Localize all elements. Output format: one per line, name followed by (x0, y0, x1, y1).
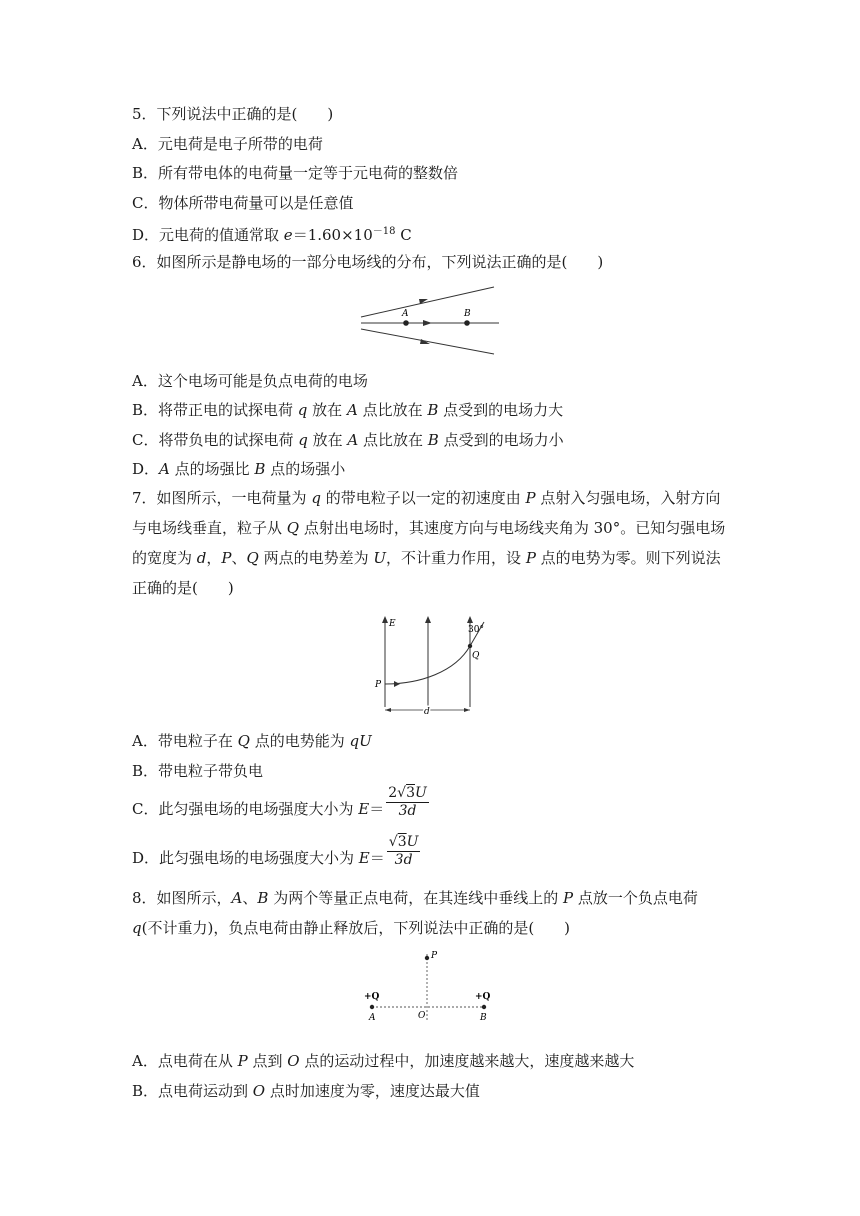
svg-text:+Q: +Q (364, 992, 380, 1002)
svg-text:E: E (389, 619, 396, 629)
q5-option-d: D．元电荷的值通常取 $e=1.60\times 10^{-18}$ C (132, 226, 412, 244)
charge-b-dot (482, 1005, 486, 1009)
q7-d-fraction: $\frac{√3U}{3d}$ (388, 833, 419, 868)
q5-option-b: B．所有带电体的电荷量一定等于元电荷的整数倍 (132, 164, 459, 182)
q7-option-c: C．此匀强电场的电场强度大小为 E＝ $\frac{2√3U}{3d}$ (132, 784, 427, 819)
point-a-dot (403, 320, 409, 326)
svg-text:B: B (464, 309, 471, 319)
point-q-dot (468, 644, 472, 648)
q8-charges-figure (360, 944, 500, 1024)
svg-text:A: A (402, 309, 409, 319)
svg-text:P: P (375, 680, 382, 690)
q6-option-d: D．A 点的场强比 B 点的场强小 (132, 460, 346, 478)
svg-text:P: P (431, 951, 438, 961)
svg-text:O: O (418, 1011, 426, 1021)
q7-option-b: B．带电粒子带负电 (132, 762, 264, 780)
q6-stem: 6．如图所示是静电场的一部分电场线的分布，下列说法正确的是( ) (132, 253, 604, 271)
q7-c-fraction: $\frac{2√3U}{3d}$ (388, 784, 427, 819)
svg-text:A: A (369, 1013, 376, 1023)
q8-option-b: B．点电荷运动到 O 点时加速度为零，速度达最大值 (132, 1082, 480, 1100)
q6-option-b: B．将带正电的试探电荷 q 放在 A 点比放在 B 点受到的电场力大 (132, 401, 564, 419)
q8-stem: 8．如图所示，A、B 为两个等量正点电荷，在其连线中垂线上的 P 点放一个负点电荷 q(不计重力)，负点电荷由静止释放后，下列说法中正确的是( ) (132, 889, 698, 937)
svg-text:d: d (424, 707, 430, 717)
q6-option-c: C．将带负电的试探电荷 q 放在 A 点比放在 B 点受到的电场力小 (132, 431, 564, 449)
svg-text:Q: Q (472, 651, 480, 661)
svg-text:+Q: +Q (475, 992, 491, 1002)
q5-stem: 5．下列说法中正确的是( ) (132, 105, 334, 123)
q7-uniform-field-figure (370, 612, 490, 718)
q7-stem: 7．如图所示，一电荷量为 q 的带电粒子以一定的初速度由 P 点射入匀强电场，入射方向与电场线垂直，粒子从 Q 点射出电场时，其速度方向与电场线夹角为 30°。已知匀强电场的宽度为 d，P、Q 两点的电势差为 U，不计重力作用，设 P 点的电势为零。则下列说法正确的是( ) (132, 489, 726, 597)
charge-a-dot (370, 1005, 374, 1009)
q7-option-a: A．带电粒子在 Q 点的电势能为 qU (132, 732, 372, 750)
q6-option-a: A．这个电场可能是负点电荷的电场 (132, 372, 368, 390)
point-p-dot (425, 956, 429, 960)
point-b-dot (464, 320, 470, 326)
q7-option-d: D．此匀强电场的电场强度大小为 E＝ $\frac{√3U}{3d}$ (132, 833, 419, 868)
q5-option-c: C．物体所带电荷量可以是任意值 (132, 194, 354, 212)
q6-field-lines-figure (356, 282, 506, 360)
q5-option-a: A．元电荷是电子所带的电荷 (132, 135, 323, 153)
svg-text:30°: 30° (468, 625, 484, 635)
q8-option-a: A．点电荷在从 P 点到 O 点的运动过程中，加速度越来越大，速度越来越大 (132, 1052, 635, 1070)
svg-text:B: B (480, 1013, 487, 1023)
